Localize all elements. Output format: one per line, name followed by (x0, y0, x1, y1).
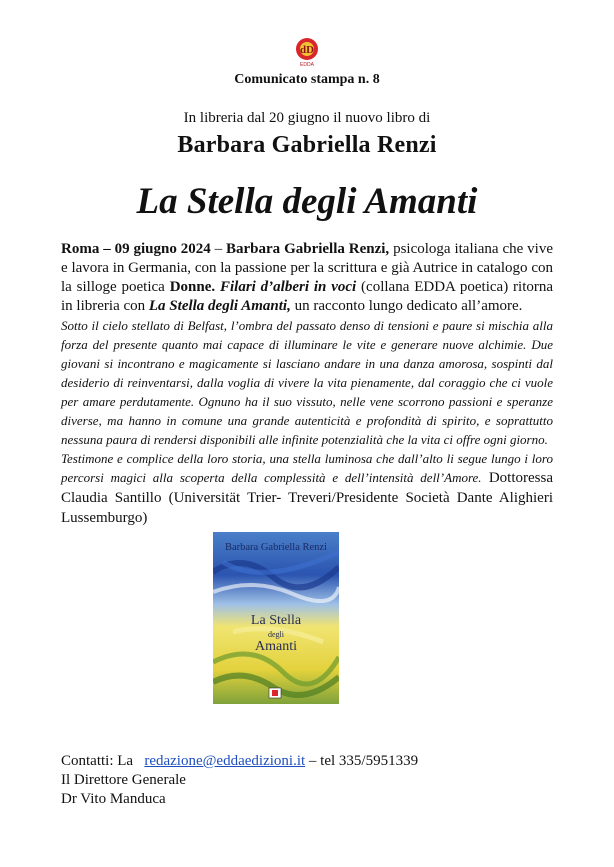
director-role: Il Direttore Generale (61, 772, 186, 788)
collection-donne: Donne (169, 279, 212, 295)
email-link[interactable]: redazione@eddaedizioni.it (144, 753, 306, 769)
announcement-paragraph: Roma – 09 giugno 2024 – Barbara Gabriella Renzi, psicologa italiana che vive e lavora in Germania, con la passione per la scrittura e già Autrice in catalogo con la silloge poetica Donne. Filari d’alberi in voci (collana EDDA poetica) ritorna in libreria con La Stella degli Amanti, un racconto lungo dedicato all’amore. (61, 241, 554, 314)
intro-line: In libreria dal 20 giugno il nuovo libro di (183, 110, 431, 126)
quote-paragraph-2: Testimone e complice della loro storia, una stella luminosa che dall’alto li segue lungo i loro percorsi magici alla scoperta della complessità e dell’intensità dell’Amore. Dottoressa Claudia Santillo (Universität Trier- Treveri/Presidente Società Dante Alighieri Lussemburgo) (61, 451, 554, 526)
contacts-block (61, 752, 561, 809)
author-name: Barbara Gabriella Renzi (177, 132, 437, 158)
contacts-line: Contatti: La redazione@eddaedizioni.it – tel 335/5951339 (61, 753, 419, 769)
cover-title-line1: La Stella (250, 613, 302, 628)
collection-filari: Filari d’alberi in voci (219, 279, 357, 295)
edda-logo (290, 36, 324, 70)
cover-title-line3: Amanti (255, 639, 297, 654)
title-inline: La Stella degli Amanti, (148, 298, 291, 314)
svg-text:dD: dD (299, 44, 315, 56)
edda-logo-icon (290, 36, 324, 64)
quote-attribution: Dottoressa Claudia Santillo (Universität Trier- Treveri/Presidente Società Dante Alighieri Lussemburgo) (61, 470, 554, 526)
logo-caption: EDDA (300, 62, 314, 68)
director-name: Dr Vito Manduca (61, 791, 166, 807)
cover-title-line2: degli (268, 630, 284, 639)
dateline: Roma – 09 giugno 2024 (61, 241, 211, 257)
press-body (61, 240, 553, 528)
cover-author: Barbara Gabriella Renzi (224, 542, 328, 553)
author-inline: Barbara Gabriella Renzi, (226, 241, 390, 257)
quote-paragraph-1: Sotto il cielo stellato di Belfast, l’ombra del passato denso di tensioni e paure si mischia alla forza del presente quanto mai capace di illuminare le vite e generare nuove alchimie. Due giovani si incontrano e magicamente si lasciano andare in una danza amorosa, sospinti dal desiderio di reinventarsi, dalla voglia di vivere la vita pienamente, dal coraggio che ci vuole per amare perdutamente. Ognuno ha il suo vissuto, nelle vene scorrono passioni e speranze diverse, ma hanno in comune una grande autenticità e profondità di spirito, e soprattutto nessuna paura di rendersi disponibili alle infinite potenzialità che la vita ci offre ogni giorno. (61, 318, 553, 447)
book-title: La Stella degli Amanti (136, 181, 478, 222)
book-cover-image (213, 532, 339, 704)
press-release-number: Comunicato stampa n. 8 (234, 72, 380, 87)
